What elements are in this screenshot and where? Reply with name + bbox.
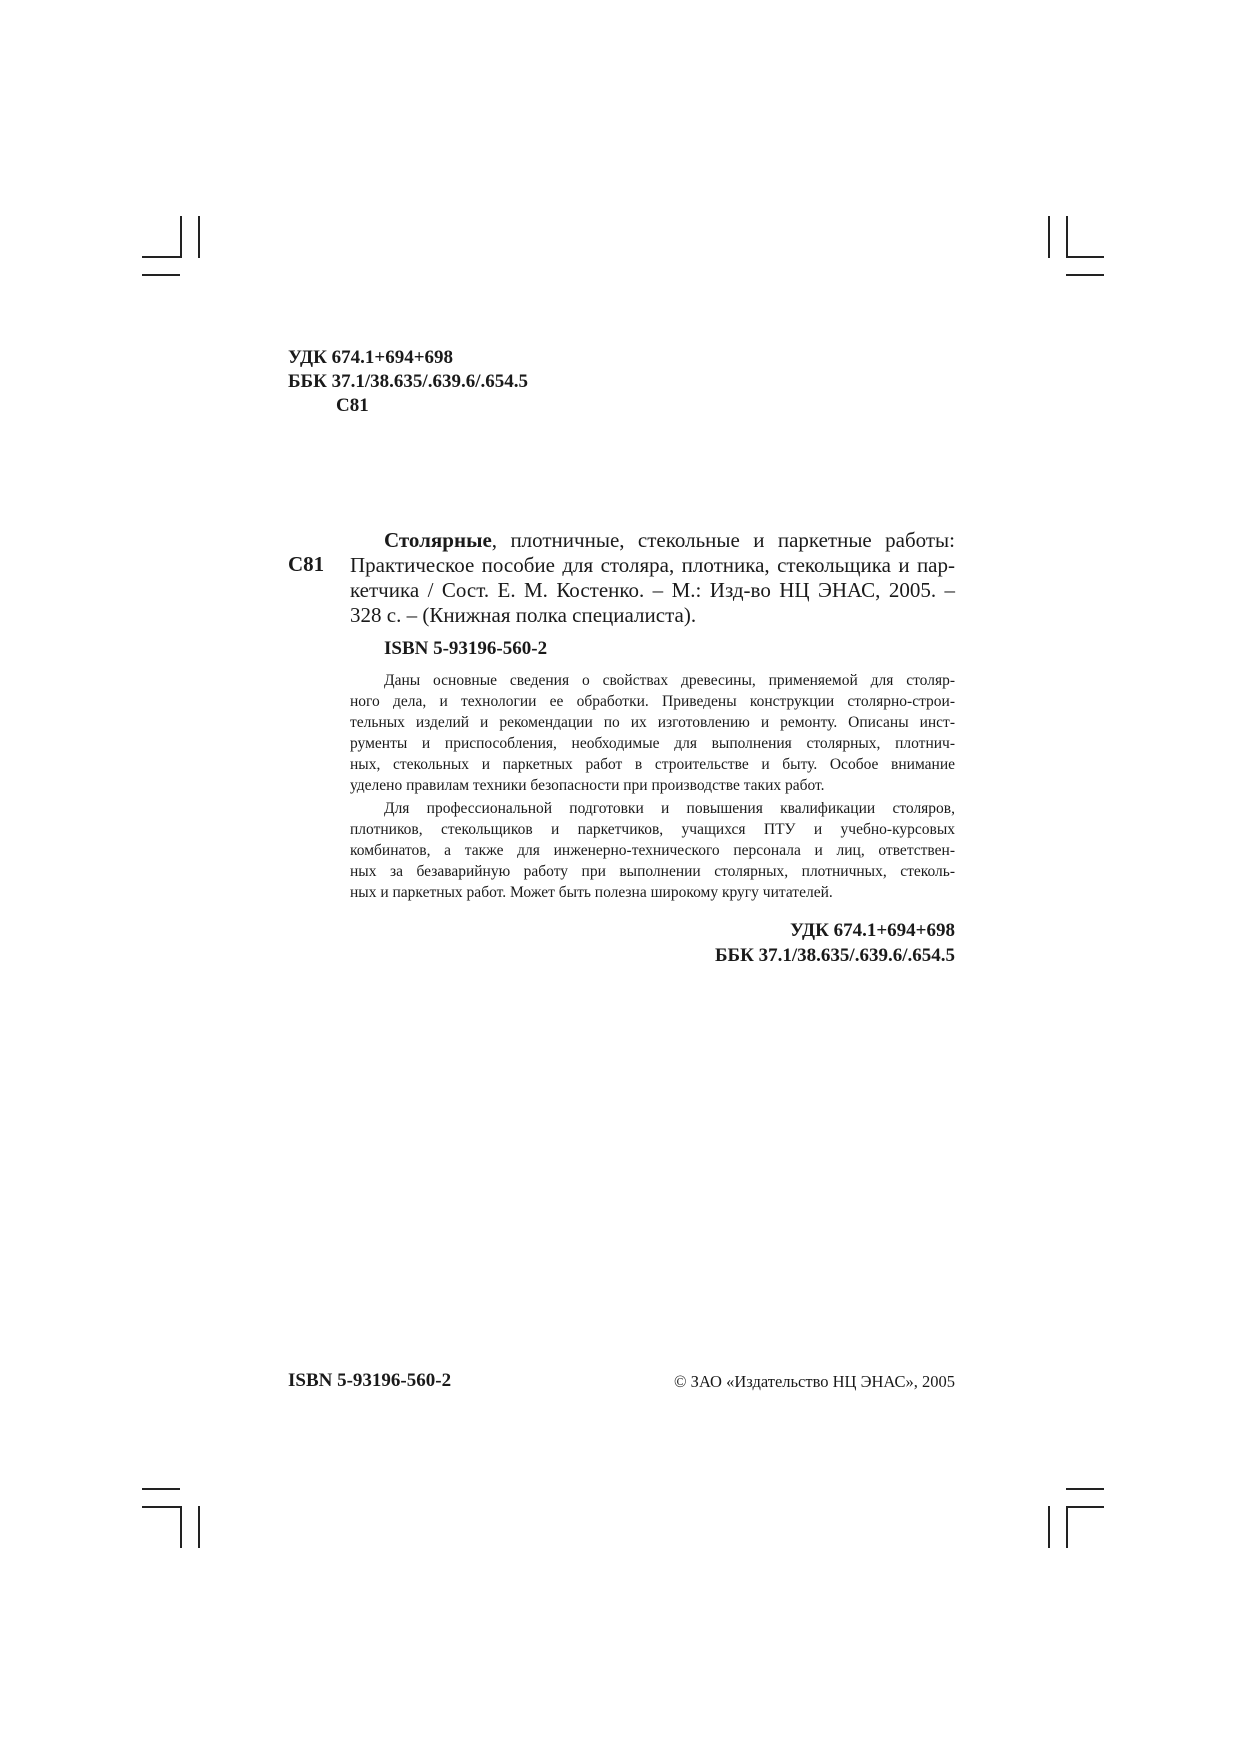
crop-mark-top-left-h2	[142, 274, 180, 276]
crop-mark-top-left-v1	[180, 216, 182, 258]
abstract-line: тельных изделий и рекомендации по их изготовлению и ремонту. Описаны инст-	[350, 714, 955, 731]
abstract-line: Для профессиональной подготовки и повышения квалификации столяров,	[384, 800, 955, 817]
author-code: С81	[336, 395, 369, 416]
udk-code: УДК 674.1+694+698	[288, 347, 454, 368]
bbk-code-right: ББК 37.1/38.635/.639.6/.654.5	[715, 945, 955, 966]
footer-isbn: ISBN 5-93196-560-2	[288, 1370, 452, 1391]
bibliographic-entry	[350, 528, 955, 628]
abstract-line: ного дела, и технологии ее обработки. Приведены конструкции столярно-строи-	[350, 693, 955, 710]
entry-side-code: С81	[288, 552, 325, 576]
crop-mark-top-left-v2	[198, 216, 200, 258]
abstract-line: Даны основные сведения о свойствах древесины, применяемой для столяр-	[384, 672, 955, 689]
entry-line-2: Практическое пособие для столяра, плотника, стекольщика и пар-	[350, 553, 955, 577]
entry-line-4: 328 с. – (Книжная полка специалиста).	[350, 603, 697, 627]
abstract-line: ных, стекольных и паркетных работ в строительстве и быту. Особое внимание	[350, 756, 955, 773]
abstract-line: плотников, стекольщиков и паркетчиков, учащихся ПТУ и учебно-курсовых	[350, 821, 955, 838]
entry-line-3: кетчика / Сост. Е. М. Костенко. – М.: Изд-во НЦ ЭНАС, 2005. –	[350, 578, 955, 602]
crop-mark-bottom-left-v1	[180, 1506, 182, 1548]
crop-mark-top-right-h1	[1066, 256, 1104, 258]
entry-title: Столярные	[384, 528, 492, 552]
bbk-code: ББК 37.1/38.635/.639.6/.654.5	[288, 371, 528, 392]
crop-mark-top-left-h1	[142, 256, 180, 258]
abstract-line: ных и паркетных работ. Может быть полезна широкому кругу читателей.	[350, 884, 833, 901]
crop-mark-top-right-v1	[1048, 216, 1050, 258]
crop-mark-top-right-h2	[1066, 274, 1104, 276]
crop-mark-bottom-left-h1	[142, 1488, 180, 1490]
crop-mark-bottom-left-h2	[142, 1506, 180, 1508]
abstract	[350, 670, 955, 903]
abstract-line: рументы и приспособления, необходимые для выполнения столярных, плотнич-	[350, 735, 955, 752]
entry-title-rest: , плотничные, стекольные и паркетные работы:	[491, 528, 955, 552]
crop-mark-bottom-right-h1	[1066, 1488, 1104, 1490]
abstract-line: комбинатов, а также для инженерно-технического персонала и лиц, ответствен-	[350, 842, 955, 859]
crop-mark-bottom-right-v1	[1048, 1506, 1050, 1548]
classification-block	[288, 346, 528, 418]
codes-right	[715, 918, 955, 968]
crop-mark-top-right-v2	[1066, 216, 1068, 258]
abstract-line: уделено правилам техники безопасности при производстве таких работ.	[350, 777, 825, 794]
crop-mark-bottom-right-h2	[1066, 1506, 1104, 1508]
copyright: © ЗАО «Издательство НЦ ЭНАС», 2005	[674, 1372, 955, 1391]
crop-mark-bottom-left-v2	[198, 1506, 200, 1548]
udk-code-right: УДК 674.1+694+698	[789, 920, 955, 941]
crop-mark-bottom-right-v2	[1066, 1506, 1068, 1548]
abstract-line: ных за безаварийную работу при выполнении столярных, плотничных, стеколь-	[350, 863, 955, 880]
entry-line-1	[350, 528, 955, 553]
entry-isbn: ISBN 5-93196-560-2	[384, 638, 548, 659]
